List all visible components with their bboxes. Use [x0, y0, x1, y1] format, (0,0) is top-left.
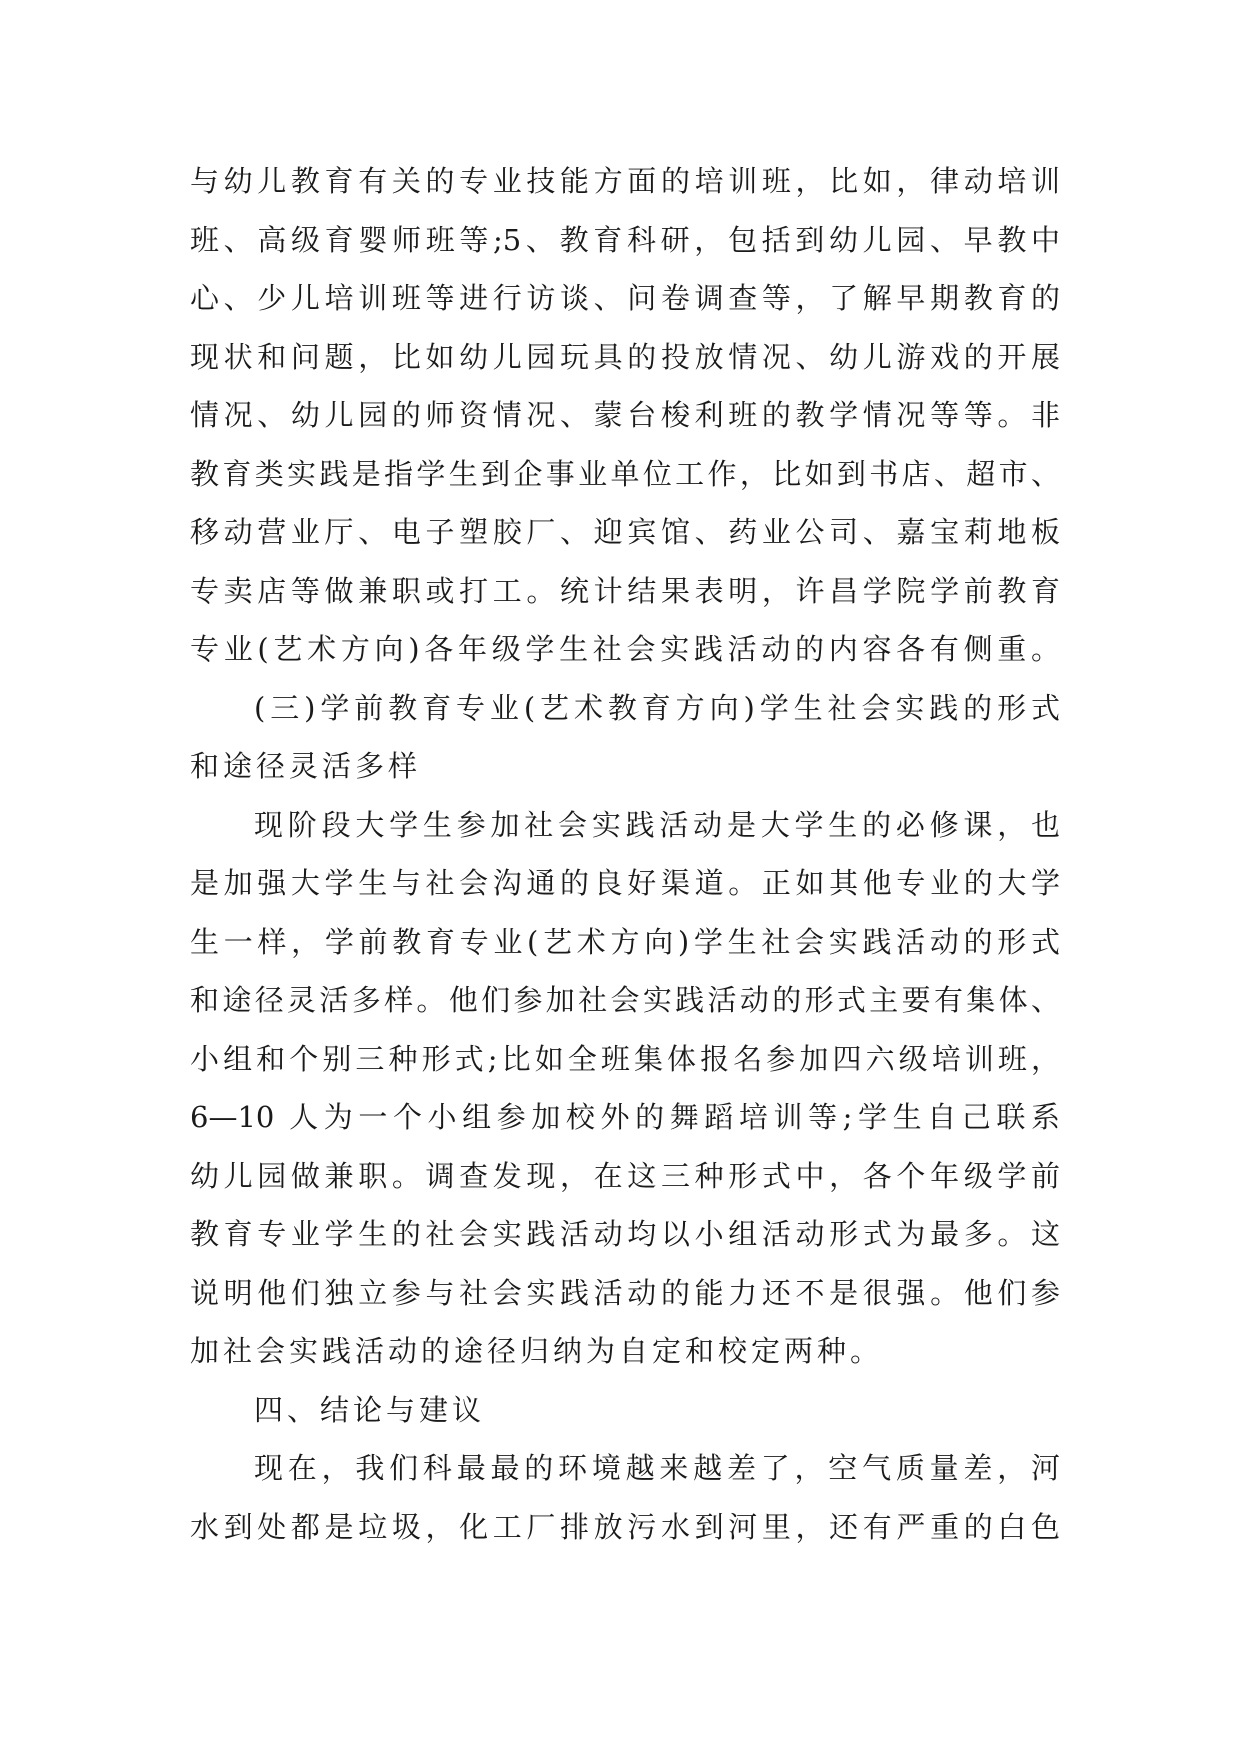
text-line: 班、高级育婴师班等;5、教育科研，包括到幼儿园、早教中 — [190, 222, 1060, 257]
text-line: 说明他们独立参与社会实践活动的能力还不是很强。他们参 — [190, 1275, 1060, 1310]
document-body — [190, 152, 1060, 1556]
text-line: 移动营业厅、电子塑胶厂、迎宾馆、药业公司、嘉宝莉地板 — [190, 515, 1060, 549]
text-line: 是加强大学生与社会沟通的良好渠道。正如其他专业的大学 — [190, 866, 1060, 900]
text-line: 小组和个别三种形式;比如全班集体报名参加四六级培训班， — [190, 1041, 1060, 1076]
text-line: 和途径灵活多样。他们参加社会实践活动的形式主要有集体、 — [190, 983, 1060, 1017]
text-line: 现在，我们科最最的环境越来越差了，空气质量差，河 — [254, 1451, 1060, 1485]
text-line: 情况、幼儿园的师资情况、蒙台梭利班的教学情况等等。非 — [190, 398, 1060, 432]
section-heading-line: (三)学前教育专业(艺术教育方向)学生社会实践的形式 — [254, 690, 1060, 725]
text-line: 幼儿园做兼职。调查发现，在这三种形式中，各个年级学前 — [190, 1158, 1060, 1193]
text-line: 加社会实践活动的途径归纳为自定和校定两种。 — [190, 1334, 884, 1368]
text-line: 教育类实践是指学生到企事业单位工作，比如到书店、超市、 — [190, 456, 1060, 491]
text-line: 专卖店等做兼职或打工。统计结果表明，许昌学院学前教育 — [190, 573, 1060, 608]
text-line: 6—10 人为一个小组参加校外的舞蹈培训等;学生自己联系 — [190, 1100, 1060, 1134]
text-line: 现阶段大学生参加社会实践活动是大学生的必修课，也 — [254, 807, 1060, 842]
section-heading-line: 四、结论与建议 — [254, 1392, 486, 1427]
text-line: 专业(艺术方向)各年级学生社会实践活动的内容各有侧重。 — [190, 632, 1060, 666]
section-heading-line: 和途径灵活多样 — [190, 749, 422, 783]
text-line: 现状和问题，比如幼儿园玩具的投放情况、幼儿游戏的开展 — [190, 339, 1060, 374]
text-line: 心、少儿培训班等进行访谈、问卷调查等，了解早期教育的 — [190, 281, 1060, 315]
text-line: 教育专业学生的社会实践活动均以小组活动形式为最多。这 — [190, 1217, 1060, 1251]
text-line: 水到处都是垃圾，化工厂排放污水到河里，还有严重的白色 — [190, 1509, 1060, 1544]
text-line: 生一样，学前教育专业(艺术方向)学生社会实践活动的形式 — [190, 924, 1060, 959]
text-line: 与幼儿教育有关的专业技能方面的培训班，比如，律动培训 — [190, 164, 1060, 198]
